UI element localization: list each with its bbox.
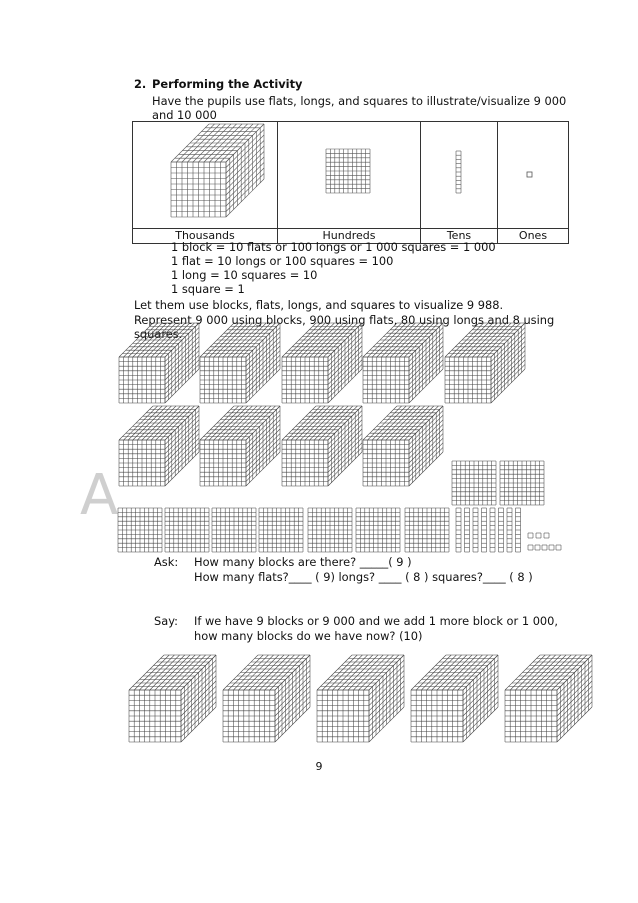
- say-line-1: If we have 9 blocks or 9 000 and we add 1 more block or 1 000,: [194, 614, 559, 628]
- extra-block-2: [223, 655, 310, 742]
- thousand-block-6: [119, 406, 199, 486]
- label-ones: Ones: [498, 229, 569, 244]
- equivalence-square: 1 square = 1: [171, 282, 245, 296]
- instruction-line-2: Represent 9 000 using blocks, 900 using flats, 80 using longs and 8 using: [134, 313, 555, 327]
- say-line-2: how many blocks do we have now? (10): [194, 629, 423, 643]
- ten-long-5: [490, 508, 495, 552]
- hundred-flat-8: [356, 508, 400, 552]
- ten-long-7: [507, 508, 512, 552]
- ten-long-2: [465, 508, 470, 552]
- one-square-6: [542, 545, 547, 550]
- one-square-7: [549, 545, 554, 550]
- ten-long-8: [516, 508, 521, 552]
- hundred-flat-3: [118, 508, 162, 552]
- thousand-block-1: [119, 323, 199, 403]
- intro-line-1: Have the pupils use flats, longs, and squares to illustrate/visualize 9 000: [152, 94, 567, 108]
- hundred-flat-5: [212, 508, 256, 552]
- ten-long-4: [482, 508, 487, 552]
- label-hundreds: Hundreds: [278, 229, 421, 244]
- say-label: Say:: [154, 614, 178, 628]
- page-number: 9: [315, 760, 323, 773]
- thousand-block-7: [200, 406, 280, 486]
- instruction-line-1: Let them use blocks, flats, longs, and squares to visualize 9 988.: [134, 298, 504, 312]
- ten-long-1: [456, 508, 461, 552]
- hundred-flat-7: [308, 508, 352, 552]
- one-square-5: [535, 545, 540, 550]
- equivalence-long: 1 long = 10 squares = 10: [171, 268, 318, 282]
- extra-block-4: [411, 655, 498, 742]
- label-tens: Tens: [421, 229, 498, 244]
- label-thousands: Thousands: [133, 229, 278, 244]
- watermark-letter: A: [80, 463, 119, 528]
- equivalence-flat: 1 flat = 10 longs or 100 squares = 100: [171, 254, 394, 268]
- extra-block-1: [129, 655, 216, 742]
- section-number: 2.: [134, 77, 147, 91]
- one-square-8: [556, 545, 561, 550]
- hundred-flat-1: [452, 461, 496, 505]
- thousand-block-9: [363, 406, 443, 486]
- extra-block-5: [505, 655, 592, 742]
- thousand-block-8: [282, 406, 362, 486]
- model-five-blocks: [129, 655, 592, 742]
- one-square-3: [544, 533, 549, 538]
- one-square-1: [528, 533, 533, 538]
- intro-line-2: and 10 000: [152, 108, 217, 122]
- thousand-block-5: [445, 323, 525, 403]
- thousand-block-4: [363, 323, 443, 403]
- hundred-flat-6: [259, 508, 303, 552]
- ask-label: Ask:: [154, 555, 179, 569]
- model-9988: [118, 323, 561, 552]
- section-title: Performing the Activity: [152, 77, 303, 91]
- hundred-flat-9: [405, 508, 449, 552]
- thousand-block-3: [282, 323, 362, 403]
- extra-block-3: [317, 655, 404, 742]
- hundred-flat-4: [165, 508, 209, 552]
- equivalence-block: 1 block = 10 flats or 100 longs or 1 000 squares = 1 000: [171, 240, 496, 254]
- ask-question-1: How many blocks are there? _____( 9 ): [194, 555, 412, 569]
- hundred-flat-2: [500, 461, 544, 505]
- instruction-line-3: squares.: [134, 327, 183, 341]
- one-square-2: [536, 533, 541, 538]
- ten-long-6: [499, 508, 504, 552]
- thousand-block-2: [200, 323, 280, 403]
- ask-question-2: How many flats?____ ( 9) longs? ____ ( 8 ) squares?____ ( 8 ): [194, 570, 533, 584]
- ten-long-3: [473, 508, 478, 552]
- one-square-4: [528, 545, 533, 550]
